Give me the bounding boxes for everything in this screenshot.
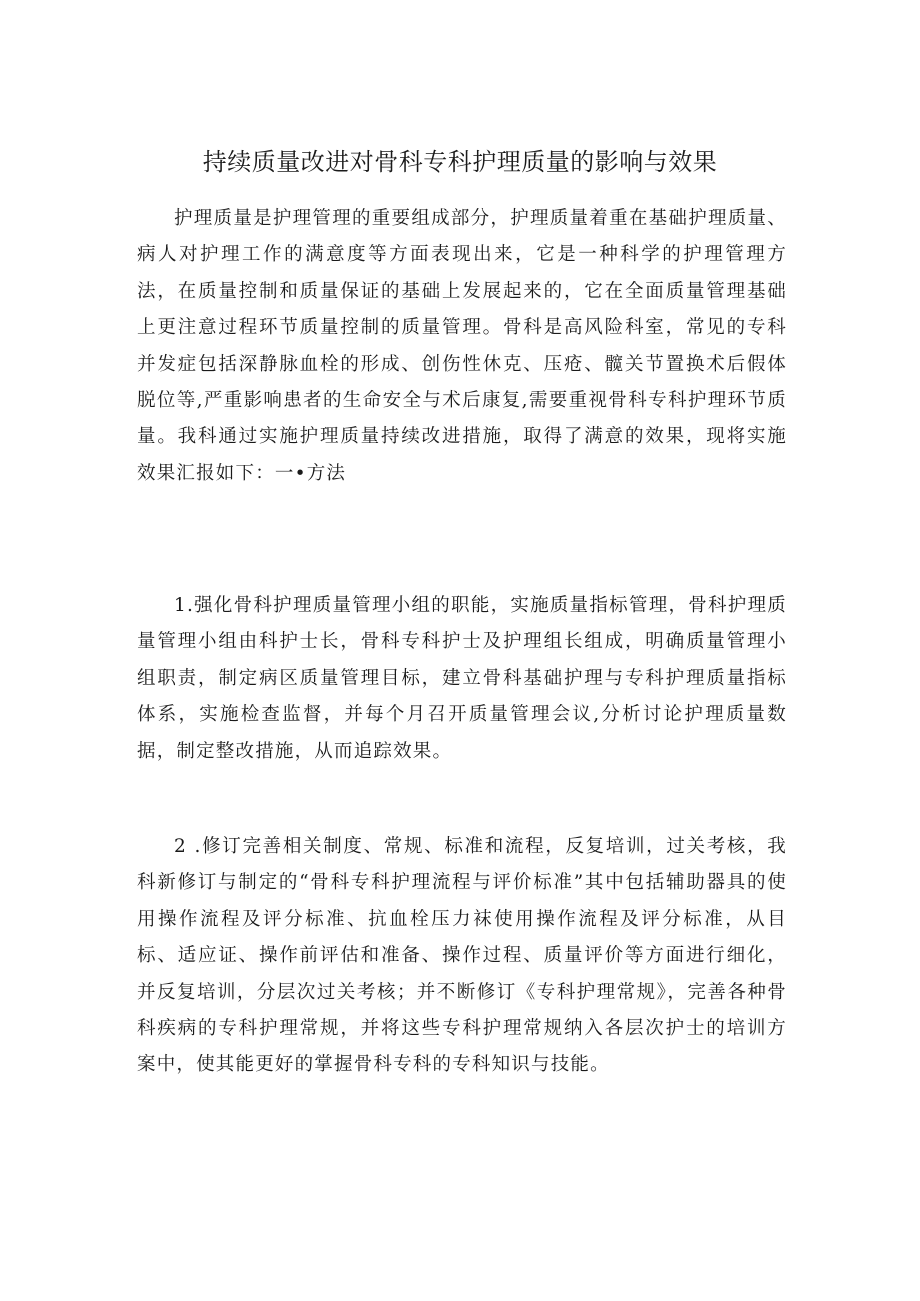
document-title: 持续质量改进对骨科专科护理质量的影响与效果	[202, 148, 718, 176]
paragraph-intro: 护理质量是护理管理的重要组成部分，护理质量着重在基础护理质量、病人对护理工作的满意度等方面表现出来，它是一种科学的护理管理方法，在质量控制和质量保证的基础上发展起来的，它在全面质量管理基础上更注意过程环节质量控制的质量管理。骨科是高风险科室，常见的专科并发症包括深静脉血栓的形成、创伤性休克、压疮、髋关节置换术后假体脱位等,严重影响患者的生命安全与术后康复,需要重视骨科专科护理环节质量。我科通过实施护理质量持续改进措施，取得了满意的效果，现将实施效果汇报如下：一•方法	[137, 208, 787, 484]
paragraph-method-2: 2 .修订完善相关制度、常规、标准和流程，反复培训，过关考核，我科新修订与制定的“骨科专科护理流程与评价标准”其中包括辅助器具的使用操作流程及评分标准、抗血栓压力袜使用操作流程及评分标准，从目标、适应证、操作前评估和准备、操作过程、质量评价等方面进行细化，并反复培训，分层次过关考核；并不断修订《专科护理常规》，完善各种骨科疾病的专科护理常规，并将这些专科护理常规纳入各层次护士的培训方案中，使其能更好的掌握骨科专科的专科知识与技能。	[137, 836, 787, 1076]
paragraph-method-1: 1.强化骨科护理质量管理小组的职能，实施质量指标管理，骨科护理质量管理小组由科护士长，骨科专科护士及护理组长组成，明确质量管理小组职责，制定病区质量管理目标，建立骨科基础护理与专科护理质量指标体系，实施检查监督，并每个月召开质量管理会议,分析讨论护理质量数据，制定整改措施，从而追踪效果。	[137, 595, 787, 762]
